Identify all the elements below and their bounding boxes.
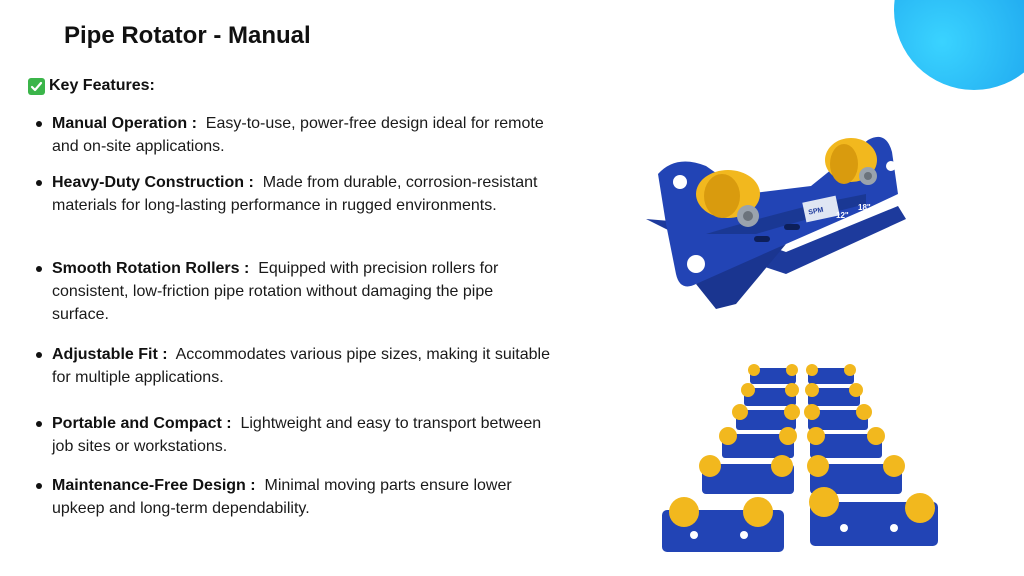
- feature-item-portable: [34, 412, 552, 458]
- feature-title: Maintenance-Free Design :: [52, 477, 256, 494]
- feature-description: Equipped with precision rollers for consistent, low-friction pipe rotation without damaging the pipe surface.: [52, 260, 499, 323]
- bullet-icon: [36, 352, 42, 358]
- key-features-heading: [28, 77, 155, 95]
- page-title: Pipe Rotator - Manual: [64, 22, 311, 49]
- pipe-rotator-group-image: [654, 360, 946, 564]
- feature-title: Heavy-Duty Construction :: [52, 174, 254, 191]
- feature-description: Easy-to-use, power-free design ideal for remote and on-site applications.: [52, 115, 544, 155]
- bullet-icon: [36, 421, 42, 427]
- bullet-icon: [36, 121, 42, 127]
- product-brand-label: SPM: [807, 206, 825, 217]
- feature-item-adjustable-fit: [34, 343, 552, 389]
- feature-title: Adjustable Fit :: [52, 346, 168, 363]
- feature-description: Lightweight and easy to transport between job sites or workstations.: [52, 415, 542, 455]
- feature-item-heavy-duty: [34, 171, 552, 217]
- feature-description: Minimal moving parts ensure lower upkeep and long-term dependability.: [52, 477, 512, 517]
- bullet-icon: [36, 266, 42, 272]
- feature-title: Portable and Compact :: [52, 415, 232, 432]
- decorative-corner-circle: [894, 0, 1024, 90]
- pipe-rotator-single-image: [636, 124, 908, 314]
- bullet-icon: [36, 483, 42, 489]
- feature-description: Made from durable, corrosion-resistant materials for long-lasting performance in rugged environments.: [52, 174, 538, 214]
- feature-item-manual-operation: [34, 112, 552, 158]
- bullet-icon: [36, 180, 42, 186]
- check-icon: [28, 78, 45, 95]
- key-features-label: Key Features:: [49, 77, 155, 94]
- feature-item-smooth-rotation: [34, 257, 552, 326]
- feature-description: Accommodates various pipe sizes, making it suitable for multiple applications.: [52, 346, 550, 386]
- size-label-18: 18": [858, 203, 871, 212]
- feature-item-maintenance-free: [34, 474, 552, 520]
- feature-title: Smooth Rotation Rollers :: [52, 260, 250, 277]
- size-label-12: 12": [836, 211, 849, 220]
- feature-title: Manual Operation :: [52, 115, 197, 132]
